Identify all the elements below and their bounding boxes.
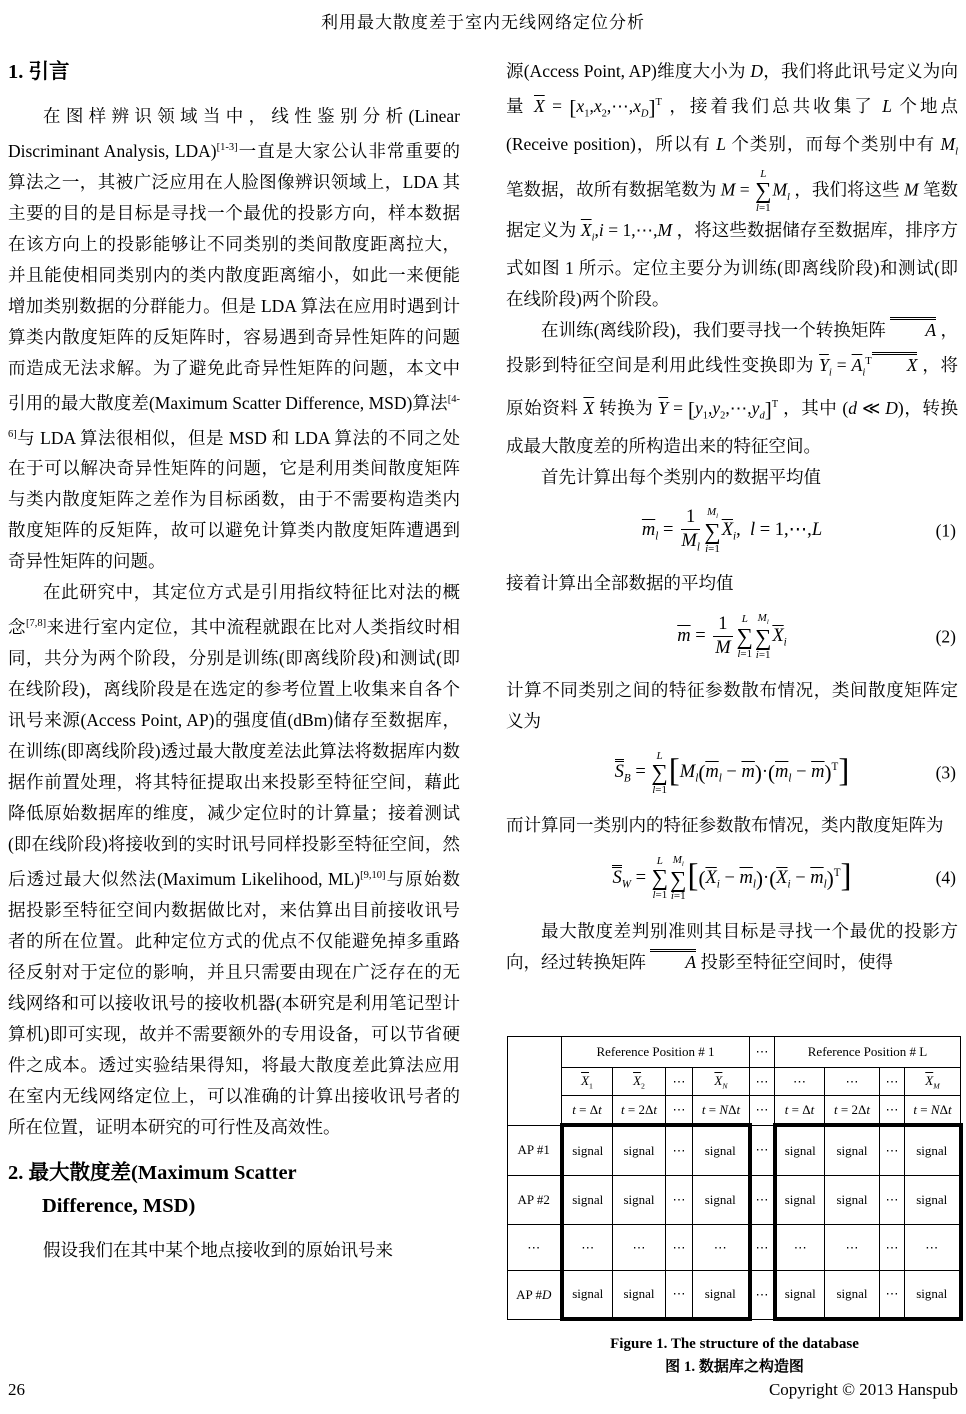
running-head-title: 利用最大散度差于室内无线网络定位分析 <box>321 13 645 32</box>
equation-1-number: (1) <box>935 519 956 540</box>
signal-cell: ⋯ <box>666 1125 693 1176</box>
equation-4-formula: $S_W$ = L ∑ l=1 $M_l$ ∑ i=1 $[(\overline{X}_i - \overline{m}_l)\cdot(\overline{X}_i - \overline{m}_l)^T]$ <box>612 853 852 903</box>
signal-cell: signal <box>775 1125 825 1176</box>
x-cell: $\overline{X}_1$ <box>562 1068 613 1096</box>
signal-cell: signal <box>693 1176 750 1225</box>
signal-cell: signal <box>613 1271 666 1320</box>
signal-cell: signal <box>613 1176 666 1225</box>
signal-cell: signal <box>562 1176 613 1225</box>
t-cell: ⋯ <box>666 1096 693 1126</box>
group-dots-cell: ⋯ <box>750 1037 775 1068</box>
intro-paragraph-2: 在此研究中，其定位方式是引用指纹特征比对法的概念[7,8]来进行室内定位，其中流程就跟在比对人类指纹时相同，共分为两个阶段，分别是训练(即离线阶段)和测试(即在线阶段)，离线阶段是在选定的参考位置上收集来自各个讯号来源(Access Point, AP)的强度值(dBm)储存至数据库，在训练(即离线阶段)透过最大散度差法此算法将数据库内数据作前置处理，将其特征提取出来投影至特征空间，藉此降低原始数据库的维度，减少定位时的计算量；接着测试(即在线阶段)将接收到的实时讯号同样投影至特征空间，然后透过最大似然法(Maximum Likelihood, ML)[9,10]与原始数据投影至特征空间内数据做比对，来估算出目前接收讯号者的所在位置。此种定位方式的优点不仅能避免掉多重路径反射对于定位的影响，并且只需要由现在广泛存在的无线网络和可以接收讯号的接收机器(本研究是利用笔记型计算机)即可实现，故并不需要额外的专用设备，可以节省硬件之成本。透过实验结果得知，将最大散度差此算法应用在室内无线网络定位上，可以准确的计算出接收讯号者的所在位置，证明本研究的可行性及高效性。 <box>8 582 461 1138</box>
equation-3-formula: $S_B$ = L ∑ l=1 $[M_l(\overline{m}_l - \overline{m})\cdot(\overline{m}_l - \overline{m})^T]$ <box>614 749 850 797</box>
signal-definition-paragraph: 源(Access Point, AP)维度大小为 D，我们将此讯号定义为向量 $\overline{X}$ = $[x_1,x_2,\cdots,x_D]^T$ ，接着我们总共收集了 L 个地点(Receive position)，所以有 L 个类别，而每个类别中有 $M_l$ 笔数据，故所有数据笔数为 M = L ∑ l=1 $M_l$ ，我们将这些 M 笔数据定义为 $\overline{X}_i,i$ = 1,⋯,M ，将这些数据储存至数据库，排序方式如图 1 所示。定位主要分为训练(即离线阶段)和测试(即在线阶段)两个阶段。 <box>506 61 959 310</box>
signal-cell: signal <box>825 1176 880 1225</box>
dots-cell: ⋯ <box>613 1225 666 1271</box>
t-cell: ⋯ <box>750 1096 775 1126</box>
ref-position-1-header: Reference Position # 1 <box>562 1037 750 1068</box>
signal-cell: signal <box>905 1125 961 1176</box>
x-cell: ⋯ <box>666 1068 693 1096</box>
signal-cell: signal <box>693 1125 750 1176</box>
database-structure-table <box>507 1036 963 1321</box>
dots-cell: ⋯ <box>693 1225 750 1271</box>
equation-4 <box>506 854 958 903</box>
signal-cell: ⋯ <box>880 1125 905 1176</box>
t-cell: t = NΔt <box>693 1096 750 1126</box>
signal-cell: ⋯ <box>666 1271 693 1320</box>
ref-position-L-header: Reference Position # L <box>775 1037 961 1068</box>
signal-cell: signal <box>775 1176 825 1225</box>
equation-4-number: (4) <box>935 867 956 888</box>
copyright-notice: Copyright © 2013 Hanspub <box>768 1380 958 1399</box>
equation-3-number: (3) <box>935 762 956 783</box>
ap-row-2 <box>508 1176 961 1225</box>
x-cell: ⋯ <box>825 1068 880 1096</box>
right-column <box>506 56 958 978</box>
t-cell: t = Δt <box>775 1096 825 1126</box>
t-cell: t = 2Δt <box>613 1096 666 1126</box>
table-group-header-row <box>508 1037 961 1068</box>
msd-criterion-paragraph: 最大散度差判别准则其目标是寻找一个最优的投影方向，经过转换矩阵 A 投影至特征空间时，使得 <box>506 920 958 972</box>
signal-cell: signal <box>562 1271 613 1320</box>
dots-cell: ⋯ <box>750 1271 775 1320</box>
equation-2-formula: $\overline{m}$ = $\frac{1}{M}$ L ∑ l=1 $M_l$ ∑ i=1 $\overline{X}_i$ <box>677 612 787 661</box>
ap-row-label: AP #1 <box>508 1125 562 1176</box>
signal-cell: ⋯ <box>666 1176 693 1225</box>
intro-paragraph-1: 在图样辨识领域当中，线性鉴别分析(Linear Discriminant Analysis, LDA)[1-3]一直是大家公认非常重要的算法之一，其被广泛应用在人脸图像辨识领域上，LDA 其主要的目的是目标是寻找一个最优的投影方向，样本数据在该方向上的投影能够让不同类别的类间散度距离拉大，并且能使相同类别内的类内散度距离缩小，如此一来便能增加类别数据的分群能力。但是 LDA 算法在应用时遇到计算类内散度矩阵的反矩阵时，容易遇到奇异性矩阵的问题而造成无法求解。为了避免此奇异性矩阵的问题，本文中引用的最大散度差(Maximum Scatter Difference, MSD)算法[4-6]与 LDA 算法很相似，但是 MSD 和 LDA 算法的不同之处在于可以解决奇异性矩阵的问题，它是利用类间散度矩阵与类内散度矩阵之差作为目标函数，由于不需要构造类内散度矩阵的反矩阵，故可以避免计算类内散度矩阵遭遇到奇异性矩阵的问题。 <box>8 106 461 572</box>
x-cell: ⋯ <box>750 1068 775 1096</box>
x-cell: $\overline{X}_M$ <box>905 1068 961 1096</box>
section-2-heading-line1: 2. 最大散度差(Maximum Scatter <box>8 1162 297 1185</box>
page-number: 26 <box>8 1380 25 1399</box>
t-cell: ⋯ <box>880 1096 905 1126</box>
dots-cell: ⋯ <box>750 1176 775 1225</box>
figure-1-caption <box>507 1333 962 1379</box>
page-footer <box>8 1380 958 1400</box>
dots-cell: ⋯ <box>905 1225 961 1271</box>
table-x-header-row <box>508 1068 961 1096</box>
x-cell: $\overline{X}_2$ <box>613 1068 666 1096</box>
table-corner-cell <box>508 1037 562 1126</box>
ap-row-dots <box>508 1225 961 1271</box>
ap-row-D <box>508 1271 961 1320</box>
t-cell: t = Δt <box>562 1096 613 1126</box>
dots-cell: ⋯ <box>666 1225 693 1271</box>
signal-cell: signal <box>562 1125 613 1176</box>
ap-row-label: AP #D <box>508 1271 562 1320</box>
dots-cell: ⋯ <box>825 1225 880 1271</box>
ap-row-1 <box>508 1125 961 1176</box>
signal-cell: signal <box>775 1271 825 1320</box>
dots-cell: ⋯ <box>750 1225 775 1271</box>
equation-1 <box>506 506 958 555</box>
table-time-header-row <box>508 1096 961 1126</box>
figure-1 <box>507 1036 962 1379</box>
signal-cell: signal <box>613 1125 666 1176</box>
ap-row-label: ⋯ <box>508 1225 562 1271</box>
signal-cell: ⋯ <box>880 1176 905 1225</box>
ap-row-label: AP #2 <box>508 1176 562 1225</box>
training-transform-paragraph: 在训练(离线阶段)，我们要寻找一个转换矩阵 A ，投影到特征空间是利用此线性变换即为 $\overline{Y}_i = \overline{A}_i^T$ X ，将原始资料 $\overline{X}$ 转换为 $\overline{Y}$ = $[y_1,y_2,\cdots,y_d]^T$ ，其中 (d ≪ D)，转换成最大散度差的所构造出来的特征空间。 <box>506 315 958 462</box>
equation-1-formula: $\overline{m}_l$ = $\frac{1}{M_l}$ $M_l$ ∑ i=1 $\overline{X}_i$, l = 1,⋯,L <box>641 506 823 555</box>
equation-2 <box>506 612 958 661</box>
signal-cell: ⋯ <box>880 1271 905 1320</box>
dots-cell: ⋯ <box>775 1225 825 1271</box>
equation-3 <box>506 750 958 797</box>
t-cell: t = NΔt <box>905 1096 961 1126</box>
section-2-heading <box>8 1157 460 1223</box>
signal-cell: signal <box>905 1176 961 1225</box>
dots-cell: ⋯ <box>562 1225 613 1271</box>
section-1-heading: 1. 引言 <box>8 61 70 83</box>
x-cell: ⋯ <box>880 1068 905 1096</box>
dots-cell: ⋯ <box>750 1125 775 1176</box>
dots-cell: ⋯ <box>880 1225 905 1271</box>
equation-2-lead: 接着计算出全部数据的平均值 <box>506 573 734 594</box>
figure-1-caption-en: Figure 1. The structure of the database <box>610 1336 859 1352</box>
x-cell: ⋯ <box>775 1068 825 1096</box>
signal-cell: signal <box>905 1271 961 1320</box>
figure-1-caption-zh: 图 1. 数据库之构造图 <box>665 1359 804 1375</box>
x-cell: $\overline{X}_N$ <box>693 1068 750 1096</box>
left-column <box>8 56 460 1266</box>
equation-1-lead: 首先计算出每个类别内的数据平均值 <box>541 467 821 488</box>
section-2-heading-line2: Difference, MSD) <box>42 1195 196 1218</box>
section-2-paragraph: 假设我们在其中某个地点接收到的原始讯号来 <box>43 1240 393 1261</box>
signal-cell: signal <box>825 1271 880 1320</box>
equation-3-lead: 计算不同类别之间的特征参数散布情况，类间散度矩阵定义为 <box>506 679 958 731</box>
t-cell: t = 2Δt <box>825 1096 880 1126</box>
equation-2-number: (2) <box>935 626 956 647</box>
signal-cell: signal <box>825 1125 880 1176</box>
signal-cell: signal <box>693 1271 750 1320</box>
equation-4-lead: 而计算同一类别内的特征参数散布情况，类内散度矩阵为 <box>506 814 944 835</box>
